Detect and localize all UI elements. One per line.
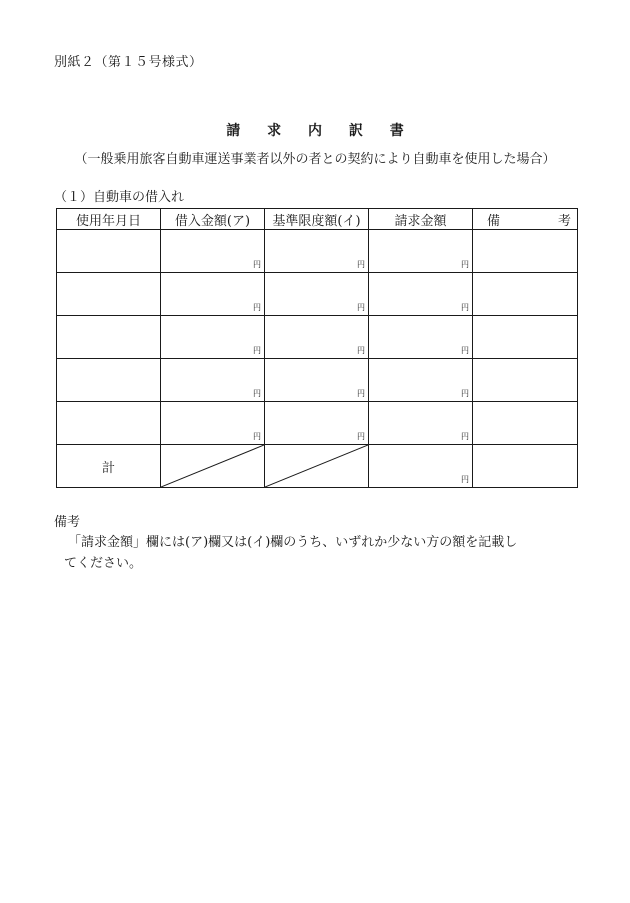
- notes-heading: 備考: [54, 515, 81, 530]
- remarks-cell[interactable]: [473, 273, 578, 316]
- rental-amount-cell[interactable]: [161, 273, 265, 316]
- total-remarks-cell[interactable]: [473, 445, 578, 488]
- claim-amount-cell[interactable]: [369, 359, 473, 402]
- total-row: [57, 445, 578, 488]
- yen-unit: 円: [253, 389, 261, 398]
- document-title: [0, 120, 630, 140]
- claim-amount-cell[interactable]: [369, 230, 473, 273]
- rental-amount-cell[interactable]: [161, 230, 265, 273]
- rental-amount-cell[interactable]: [161, 316, 265, 359]
- claim-amount-cell[interactable]: [369, 273, 473, 316]
- yen-unit: 円: [461, 432, 469, 441]
- yen-unit: 円: [461, 475, 469, 484]
- limit-amount-cell[interactable]: [265, 230, 369, 273]
- total-rental-void-cell: [161, 445, 265, 488]
- yen-unit: 円: [253, 260, 261, 269]
- remarks-cell[interactable]: [473, 402, 578, 445]
- table-row: [57, 402, 578, 445]
- diagonal-strike: [161, 445, 264, 487]
- limit-amount-cell[interactable]: [265, 402, 369, 445]
- yen-unit: 円: [253, 346, 261, 355]
- total-claim-amount-cell[interactable]: [369, 445, 473, 488]
- remarks-cell[interactable]: [473, 316, 578, 359]
- yen-unit: 円: [357, 260, 365, 269]
- header-rental-amount: 借入金額(ア): [161, 209, 265, 230]
- header-usage-date: 使用年月日: [57, 209, 161, 230]
- yen-unit: 円: [461, 303, 469, 312]
- breakdown-table: [56, 208, 578, 488]
- claim-amount-cell[interactable]: [369, 402, 473, 445]
- limit-amount-cell[interactable]: [265, 273, 369, 316]
- yen-unit: 円: [253, 432, 261, 441]
- rental-amount-cell[interactable]: [161, 359, 265, 402]
- usage-date-cell[interactable]: [57, 402, 161, 445]
- table-row: [57, 359, 578, 402]
- yen-unit: 円: [461, 260, 469, 269]
- usage-date-cell[interactable]: [57, 359, 161, 402]
- title-char: 訳: [348, 123, 363, 139]
- claim-amount-cell[interactable]: [369, 316, 473, 359]
- title-char: 求: [267, 123, 282, 139]
- yen-unit: 円: [461, 346, 469, 355]
- total-limit-void-cell: [265, 445, 369, 488]
- title-char: 書: [389, 123, 404, 139]
- yen-unit: 円: [357, 303, 365, 312]
- document-subtitle: （一般乗用旅客自動車運送事業者以外の者との契約により自動車を使用した場合）: [74, 152, 556, 167]
- table-row: [57, 316, 578, 359]
- table-header-row: [57, 209, 578, 230]
- usage-date-cell[interactable]: [57, 230, 161, 273]
- usage-date-cell[interactable]: [57, 273, 161, 316]
- table-row: [57, 230, 578, 273]
- section-heading: （１）自動車の借入れ: [54, 190, 185, 205]
- usage-date-cell[interactable]: [57, 316, 161, 359]
- yen-unit: 円: [253, 303, 261, 312]
- header-remarks-char: 備: [487, 213, 501, 229]
- total-label: 計: [57, 445, 161, 488]
- table-row: [57, 273, 578, 316]
- notes-text-line: 「請求金額」欄には(ア)欄又は(イ)欄のうち、いずれか少ない方の額を記載し: [68, 535, 518, 550]
- title-char: 内: [308, 123, 322, 139]
- yen-unit: 円: [357, 389, 365, 398]
- header-remarks: [473, 209, 578, 230]
- diagonal-strike: [265, 445, 368, 487]
- yen-unit: 円: [461, 389, 469, 398]
- remarks-cell[interactable]: [473, 230, 578, 273]
- limit-amount-cell[interactable]: [265, 359, 369, 402]
- title-char: 請: [226, 123, 241, 139]
- yen-unit: 円: [357, 346, 365, 355]
- header-claim-amount: 請求金額: [369, 209, 473, 230]
- yen-unit: 円: [357, 432, 365, 441]
- form-number: 別紙２（第１５号様式）: [54, 55, 203, 70]
- rental-amount-cell[interactable]: [161, 402, 265, 445]
- header-remarks-char: 考: [557, 213, 571, 229]
- remarks-cell[interactable]: [473, 359, 578, 402]
- header-limit-amount: 基準限度額(イ): [265, 209, 369, 230]
- notes-text-line: てください。: [64, 556, 143, 571]
- limit-amount-cell[interactable]: [265, 316, 369, 359]
